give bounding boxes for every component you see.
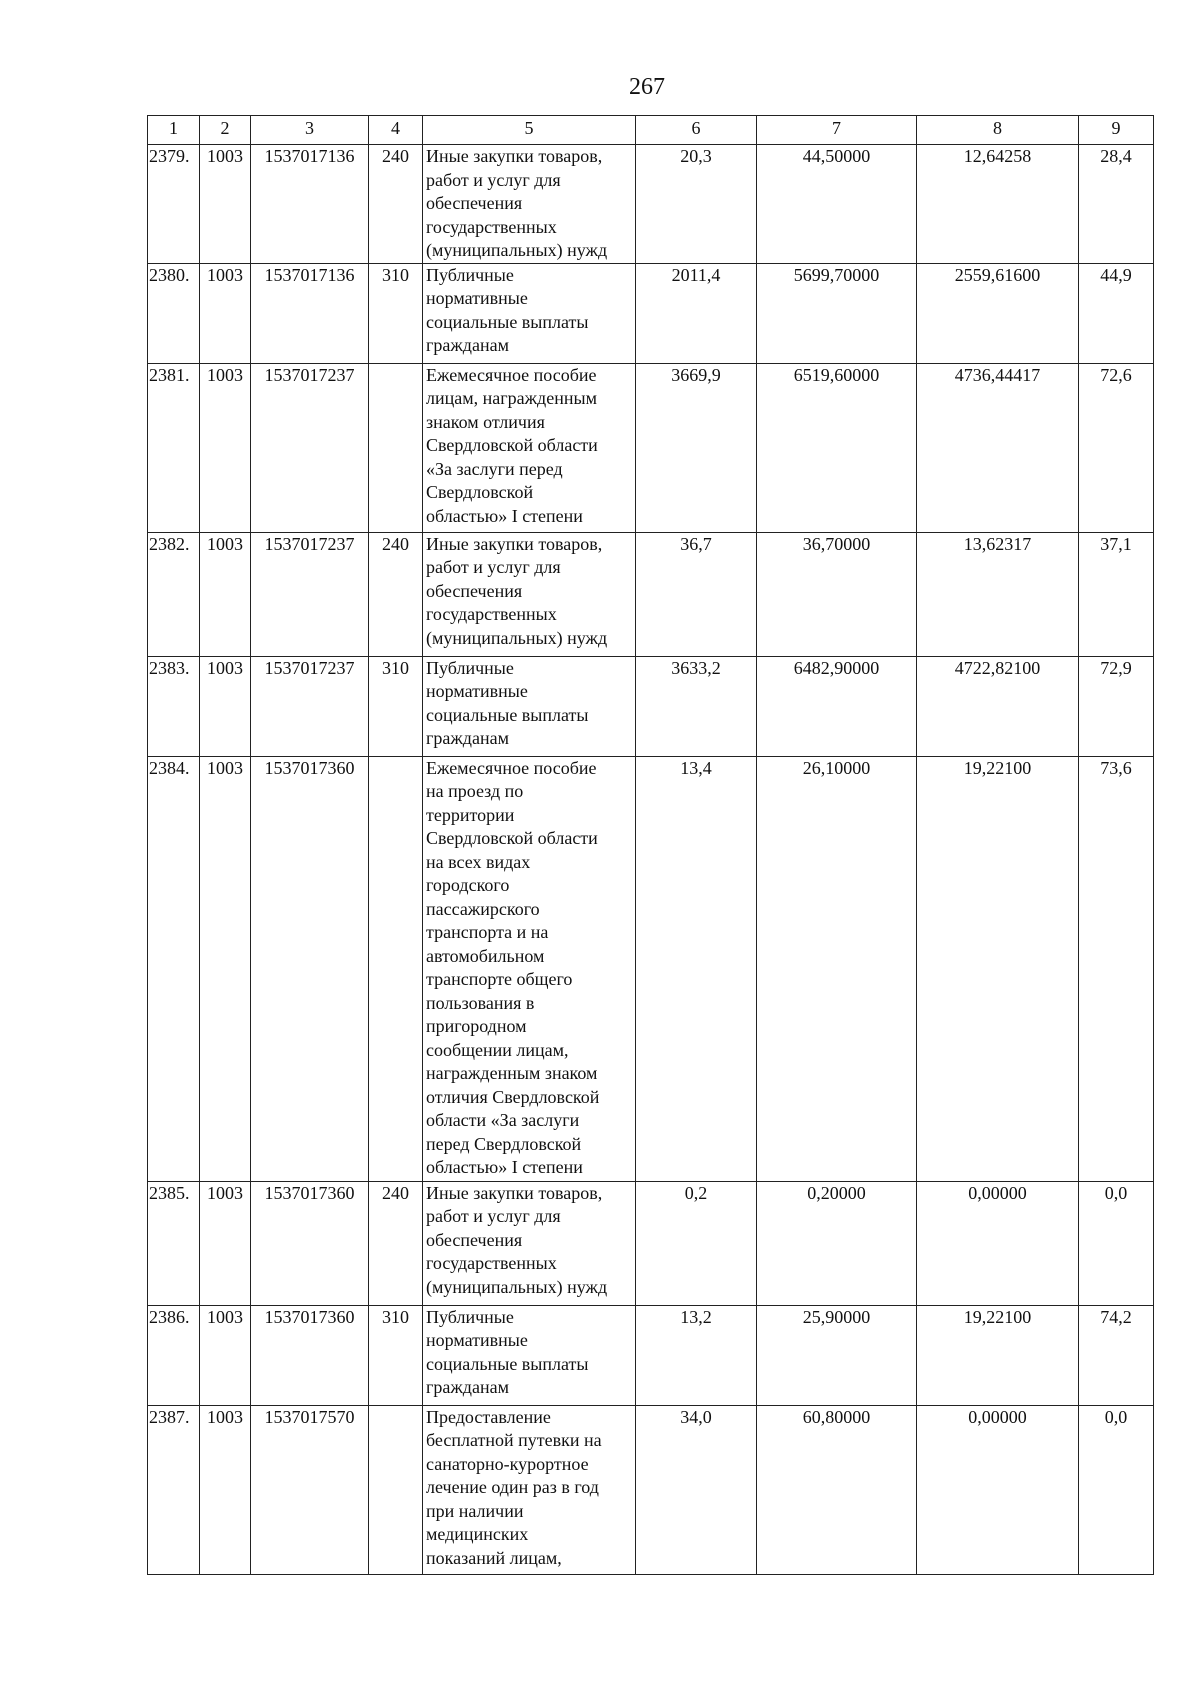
item-description: Предоставление бесплатной путевки на санаторно-курортное лечение один раз в год при наличии медицинских показаний лицам, <box>423 1405 636 1574</box>
section-code: 1003 <box>200 532 251 656</box>
value-col-7: 60,80000 <box>757 1405 917 1574</box>
target-article-code: 1537017136 <box>251 263 369 363</box>
value-col-9: 73,6 <box>1079 756 1154 1181</box>
value-col-8: 2559,61600 <box>917 263 1079 363</box>
item-description: Публичные нормативные социальные выплаты гражданам <box>423 263 636 363</box>
table-row <box>148 145 1154 264</box>
column-header-7: 7 <box>757 116 917 145</box>
target-article-code: 1537017570 <box>251 1405 369 1574</box>
value-col-8: 12,64258 <box>917 145 1079 264</box>
section-code: 1003 <box>200 1405 251 1574</box>
section-code: 1003 <box>200 1305 251 1405</box>
value-col-6: 34,0 <box>636 1405 757 1574</box>
value-col-7: 5699,70000 <box>757 263 917 363</box>
row-number: 2380. <box>148 263 200 363</box>
target-article-code: 1537017136 <box>251 145 369 264</box>
value-col-8: 19,22100 <box>917 1305 1079 1405</box>
column-header-5: 5 <box>423 116 636 145</box>
item-description: Иные закупки товаров, работ и услуг для обеспечения государственных (муниципальных) нужд <box>423 1181 636 1305</box>
column-header-9: 9 <box>1079 116 1154 145</box>
value-col-7: 44,50000 <box>757 145 917 264</box>
section-code: 1003 <box>200 145 251 264</box>
budget-table <box>147 115 1154 1575</box>
header-row <box>148 116 1154 145</box>
row-number: 2387. <box>148 1405 200 1574</box>
value-col-8: 19,22100 <box>917 756 1079 1181</box>
target-article-code: 1537017360 <box>251 1181 369 1305</box>
item-description: Публичные нормативные социальные выплаты гражданам <box>423 1305 636 1405</box>
column-header-2: 2 <box>200 116 251 145</box>
expense-type-code: 240 <box>369 532 423 656</box>
expense-type-code <box>369 756 423 1181</box>
value-col-6: 20,3 <box>636 145 757 264</box>
row-number: 2383. <box>148 656 200 756</box>
section-code: 1003 <box>200 756 251 1181</box>
value-col-7: 0,20000 <box>757 1181 917 1305</box>
row-number: 2385. <box>148 1181 200 1305</box>
value-col-6: 2011,4 <box>636 263 757 363</box>
page-number: 267 <box>629 74 665 100</box>
item-description: Публичные нормативные социальные выплаты гражданам <box>423 656 636 756</box>
expense-type-code: 240 <box>369 145 423 264</box>
value-col-8: 4722,82100 <box>917 656 1079 756</box>
value-col-7: 25,90000 <box>757 1305 917 1405</box>
table-header <box>148 116 1154 145</box>
table-row <box>148 1405 1154 1574</box>
target-article-code: 1537017360 <box>251 756 369 1181</box>
value-col-9: 72,6 <box>1079 363 1154 532</box>
table-row <box>148 1305 1154 1405</box>
value-col-6: 36,7 <box>636 532 757 656</box>
table-row <box>148 756 1154 1181</box>
column-header-4: 4 <box>369 116 423 145</box>
expense-type-code: 310 <box>369 1305 423 1405</box>
section-code: 1003 <box>200 363 251 532</box>
value-col-9: 74,2 <box>1079 1305 1154 1405</box>
value-col-8: 0,00000 <box>917 1405 1079 1574</box>
value-col-6: 3633,2 <box>636 656 757 756</box>
column-header-3: 3 <box>251 116 369 145</box>
expense-type-code: 310 <box>369 263 423 363</box>
value-col-9: 0,0 <box>1079 1181 1154 1305</box>
value-col-9: 28,4 <box>1079 145 1154 264</box>
expense-type-code <box>369 1405 423 1574</box>
target-article-code: 1537017360 <box>251 1305 369 1405</box>
table-body <box>148 145 1154 1575</box>
section-code: 1003 <box>200 263 251 363</box>
table-row <box>148 363 1154 532</box>
item-description: Иные закупки товаров, работ и услуг для обеспечения государственных (муниципальных) нужд <box>423 145 636 264</box>
row-number: 2382. <box>148 532 200 656</box>
target-article-code: 1537017237 <box>251 532 369 656</box>
table-row <box>148 656 1154 756</box>
target-article-code: 1537017237 <box>251 656 369 756</box>
expense-type-code <box>369 363 423 532</box>
row-number: 2384. <box>148 756 200 1181</box>
table-row <box>148 1181 1154 1305</box>
expense-type-code: 240 <box>369 1181 423 1305</box>
item-description: Ежемесячное пособие лицам, награжденным знаком отличия Свердловской области «За заслуги перед Свердловской областью» I степени <box>423 363 636 532</box>
value-col-9: 37,1 <box>1079 532 1154 656</box>
row-number: 2379. <box>148 145 200 264</box>
value-col-9: 0,0 <box>1079 1405 1154 1574</box>
value-col-6: 13,2 <box>636 1305 757 1405</box>
expense-type-code: 310 <box>369 656 423 756</box>
section-code: 1003 <box>200 1181 251 1305</box>
value-col-6: 3669,9 <box>636 363 757 532</box>
item-description: Ежемесячное пособие на проезд по территории Свердловской области на всех видах городского пассажирского транспорта и на автомобильном транспорте общего пользования в пригородном сообщении лицам, награжденным знаком отличия Свердловской области «За заслуги перед Свердловской областью» I степени <box>423 756 636 1181</box>
row-number: 2381. <box>148 363 200 532</box>
column-header-1: 1 <box>148 116 200 145</box>
value-col-8: 13,62317 <box>917 532 1079 656</box>
value-col-6: 0,2 <box>636 1181 757 1305</box>
value-col-7: 6519,60000 <box>757 363 917 532</box>
table-row <box>148 263 1154 363</box>
section-code: 1003 <box>200 656 251 756</box>
row-number: 2386. <box>148 1305 200 1405</box>
value-col-7: 6482,90000 <box>757 656 917 756</box>
value-col-6: 13,4 <box>636 756 757 1181</box>
value-col-7: 26,10000 <box>757 756 917 1181</box>
item-description: Иные закупки товаров, работ и услуг для обеспечения государственных (муниципальных) нужд <box>423 532 636 656</box>
value-col-7: 36,70000 <box>757 532 917 656</box>
value-col-9: 44,9 <box>1079 263 1154 363</box>
value-col-8: 0,00000 <box>917 1181 1079 1305</box>
target-article-code: 1537017237 <box>251 363 369 532</box>
column-header-6: 6 <box>636 116 757 145</box>
value-col-8: 4736,44417 <box>917 363 1079 532</box>
value-col-9: 72,9 <box>1079 656 1154 756</box>
column-header-8: 8 <box>917 116 1079 145</box>
table-row <box>148 532 1154 656</box>
